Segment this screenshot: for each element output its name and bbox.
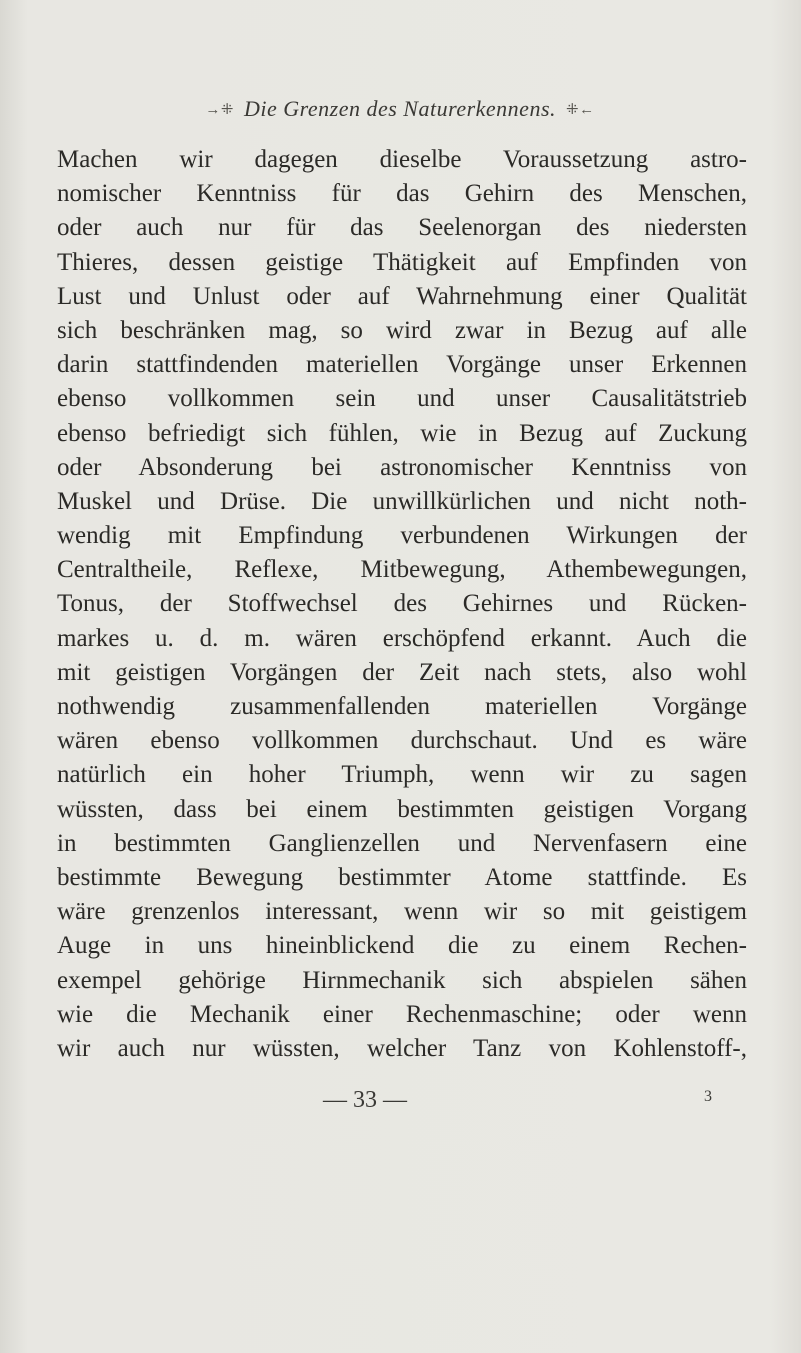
text-line: natürlich ein hoher Triumph, wenn wir zu sagen — [57, 761, 747, 789]
text-line: Thieres, dessen geistige Thätigkeit auf Empfinden von — [57, 248, 747, 276]
text-line: Tonus, der Stoffwechsel des Gehirnes und Rücken- — [57, 590, 747, 618]
running-header — [60, 96, 740, 122]
body-text — [57, 143, 747, 1066]
text-line: wären ebenso vollkommen durchschaut. Und es wäre — [57, 727, 747, 755]
text-line: Centraltheile, Reflexe, Mitbewegung, Athembewegungen, — [57, 556, 747, 584]
text-line: exempel gehörige Hirnmechanik sich abspielen sähen — [57, 966, 747, 994]
ornament-left-icon: →⁜ — [205, 102, 234, 118]
text-line: wir auch nur wüssten, welcher Tanz von Kohlenstoff-, — [57, 1034, 747, 1062]
text-line: oder auch nur für das Seelenorgan des niedersten — [57, 214, 747, 242]
text-line: nomischer Kenntniss für das Gehirn des Menschen, — [57, 180, 747, 208]
text-line: Lust und Unlust oder auf Wahrnehmung einer Qualität — [57, 282, 747, 310]
text-line: wie die Mechanik einer Rechenmaschine; oder wenn — [57, 1000, 747, 1028]
text-line: Machen wir dagegen dieselbe Voraussetzung astro- — [57, 146, 747, 173]
text-line: sich beschränken mag, so wird zwar in Bezug auf alle — [57, 316, 747, 344]
running-header-title: Die Grenzen des Naturerkennens. — [243, 96, 557, 121]
text-line: Muskel und Drüse. Die unwillkürlichen und nicht noth- — [57, 487, 747, 515]
text-line: oder Absonderung bei astronomischer Kenntniss von — [57, 453, 747, 481]
text-line: bestimmte Bewegung bestimmter Atome stattfinde. Es — [57, 863, 747, 891]
text-line: wäre grenzenlos interessant, wenn wir so mit geistigem — [57, 898, 747, 926]
text-line: darin stattfindenden materiellen Vorgänge unser Erkennen — [57, 351, 747, 379]
text-line: ebenso vollkommen sein und unser Causalitätstrieb — [57, 385, 747, 413]
text-line: ebenso befriedigt sich fühlen, wie in Bezug auf Zuckung — [57, 419, 747, 447]
ornament-right-icon: ⁜← — [566, 102, 595, 118]
signature-mark: 3 — [704, 1088, 712, 1105]
page-number: — 33 — — [323, 1087, 407, 1113]
text-line: wendig mit Empfindung verbundenen Wirkungen der — [57, 522, 747, 550]
text-line: Auge in uns hineinblickend die zu einem Rechen- — [57, 932, 747, 960]
text-line: wüssten, dass bei einem bestimmten geistigen Vorgang — [57, 795, 747, 823]
text-line: in bestimmten Ganglienzellen und Nervenfasern eine — [57, 829, 747, 857]
text-line: markes u. d. m. wären erschöpfend erkannt. Auch die — [57, 624, 747, 652]
text-line: mit geistigen Vorgängen der Zeit nach stets, also wohl — [57, 658, 747, 686]
text-line: nothwendig zusammenfallenden materiellen Vorgänge — [57, 693, 747, 720]
